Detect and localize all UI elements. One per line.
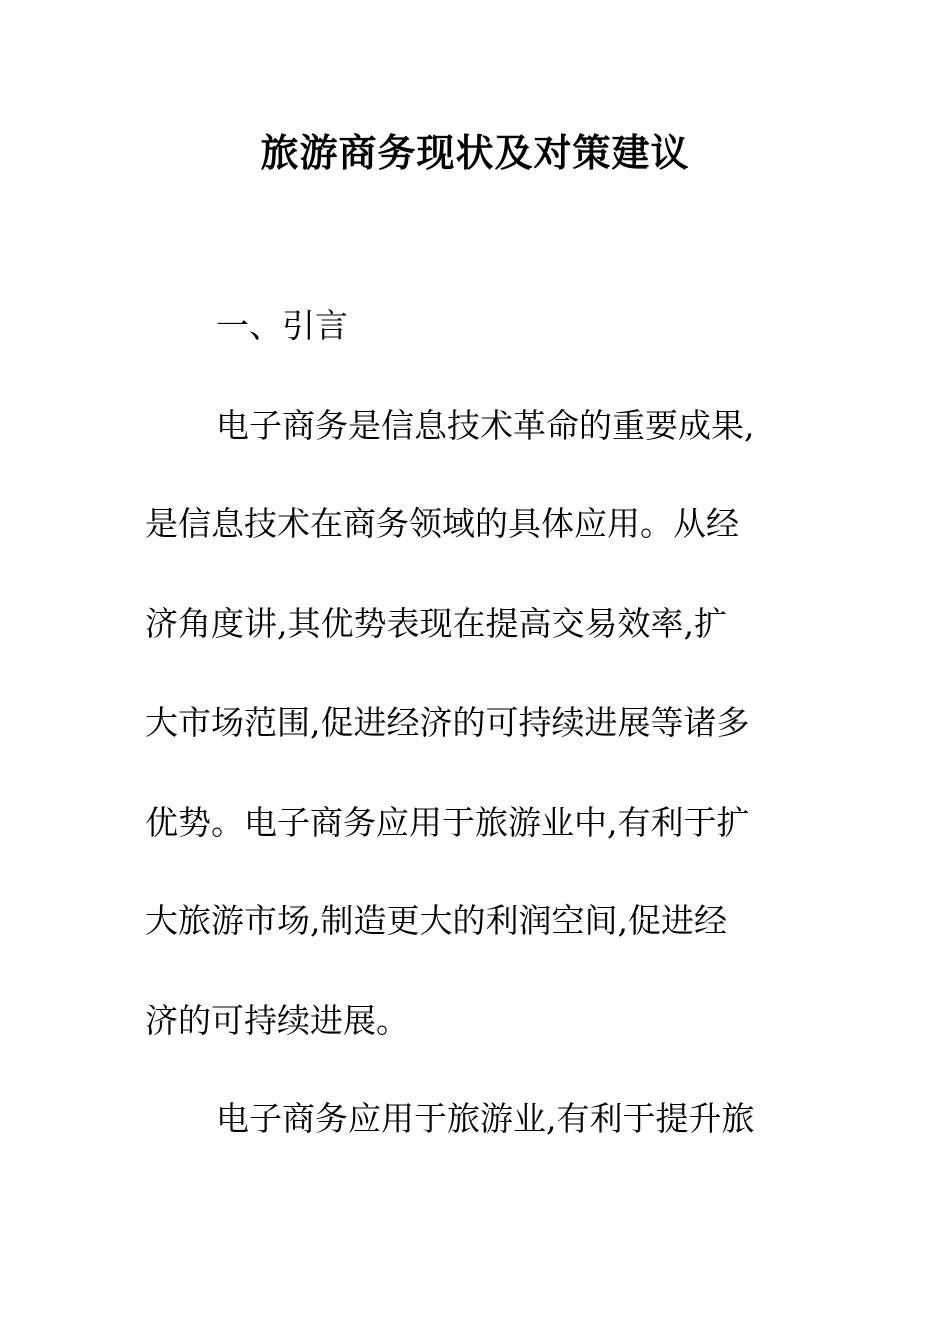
section-heading: 一、引言 — [216, 306, 348, 345]
paragraph1-line-6: 大旅游市场,制造更大的利润空间,促进经 — [145, 901, 727, 940]
paragraph1-line-2: 是信息技术在商务领域的具体应用。从经 — [145, 504, 739, 543]
paragraph2-line-1: 电子商务应用于旅游业,有利于提升旅 — [216, 1099, 755, 1138]
document-title: 旅游商务现状及对策建议 — [260, 130, 690, 175]
paragraph1-line-7: 济的可持续进展。 — [145, 1001, 409, 1040]
paragraph1-line-3: 济角度讲,其优势表现在提高交易效率,扩 — [145, 604, 727, 643]
paragraph1-line-5: 优势。电子商务应用于旅游业中,有利于扩 — [145, 803, 750, 842]
paragraph1-line-1: 电子商务是信息技术革命的重要成果, — [216, 406, 755, 445]
paragraph1-line-4: 大市场范围,促进经济的可持续进展等诸多 — [145, 703, 750, 742]
